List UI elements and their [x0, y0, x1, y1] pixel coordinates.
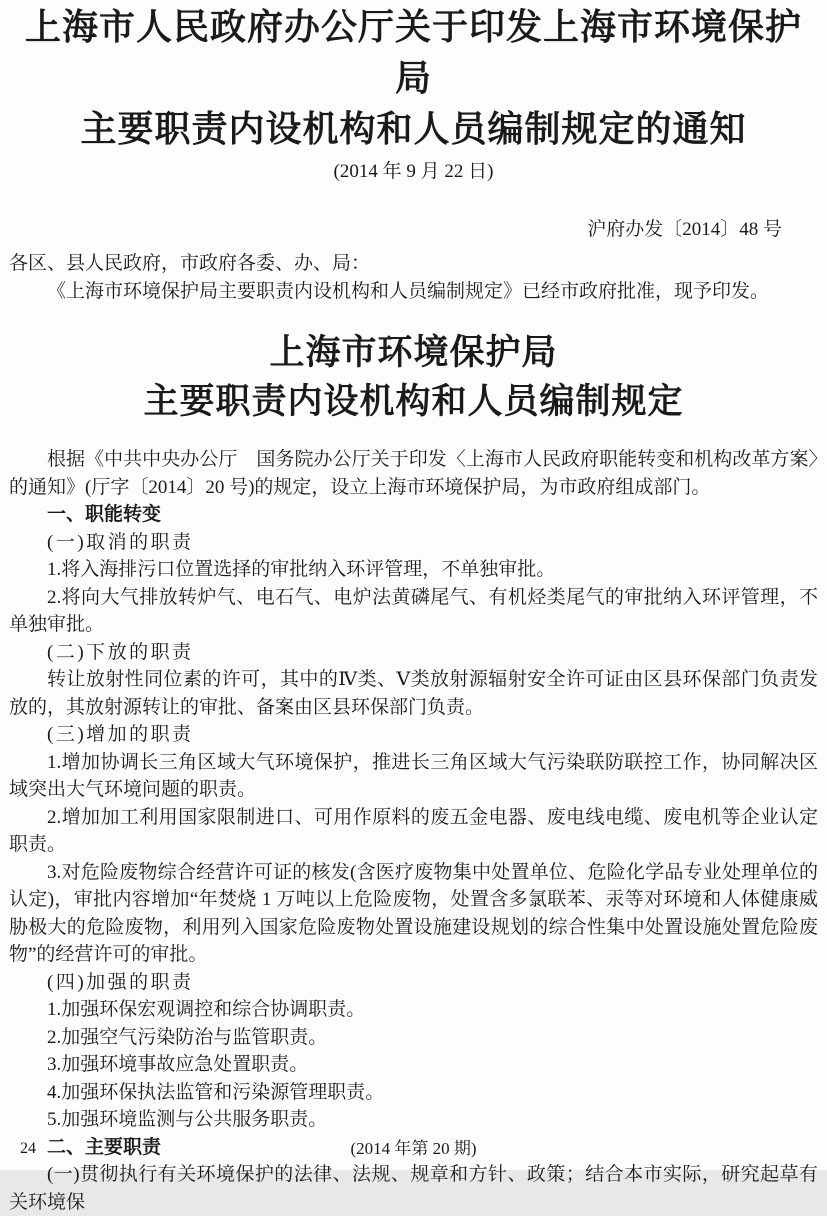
subsection-heading: (四)加强的职责 [47, 971, 194, 993]
document-number: 沪府办发〔2014〕48 号 [587, 219, 782, 240]
regulation-body [9, 446, 818, 1216]
paragraph: 4.加强环保执法监管和污染源管理职责。 [47, 1081, 385, 1103]
paragraph: 2.加强空气污染防治与监管职责。 [47, 1026, 328, 1048]
paragraph: 根据《中共中央办公厅 国务院办公厅关于印发〈上海市人民政府职能转变和机构改革方案〉的通知》(厅字〔2014〕20 号)的规定，设立上海市环境保护局，为市政府组成部门。 [9, 449, 818, 498]
paragraph: 1.加强环保宏观调控和综合协调职责。 [47, 999, 366, 1020]
paragraph: 2.将向大气排放转炉气、电石气、电炉法黄磷尾气、有机烃类尾气的审批纳入环评管理，不单独审批。 [9, 586, 818, 635]
notice-date: (2014 年 9 月 22 日) [333, 161, 494, 182]
paragraph: 5.加强环境监测与公共服务职责。 [47, 1109, 328, 1130]
subsection-heading: (三)增加的职责 [47, 724, 194, 745]
paragraph: 3.对危险废物综合经营许可证的核发(含医疗废物集中处置单位、危险化学品专业处理单位的认定)，审批内容增加“年焚烧 1 万吨以上危险废物，处置含多氯联苯、汞等对环境和人体健康威胁极大的危险废物，利用列入国家危险废物处置设施建设规划的综合性集中处置设施处置危险废物”的经营许可的审批。 [9, 861, 818, 965]
intro-paragraph: 《上海市环境保护局主要职责内设机构和人员编制规定》已经市政府批准，现予印发。 [47, 280, 770, 302]
notice-title-line2: 主要职责内设机构和人员编制规定的通知 [80, 109, 747, 149]
page-number: 24 [20, 1140, 36, 1157]
paragraph: 2.增加加工利用国家限制进口、可用作原料的废五金电器、废电线电缆、废电机等企业认定职责。 [9, 806, 818, 855]
section-heading: 一、职能转变 [47, 504, 162, 525]
subsection-heading: (二)下放的职责 [47, 641, 194, 663]
paragraph: 3.加强环境事故应急处置职责。 [47, 1054, 309, 1075]
paragraph: (一)贯彻执行有关环境保护的法律、法规、规章和方针、政策；结合本市实际，研究起草有关环境保 [9, 1164, 818, 1213]
notice-body [9, 250, 818, 305]
notice-title [9, 0, 818, 155]
subsection-heading: (一)取消的职责 [47, 531, 194, 553]
issue-label: (2014 年第 20 期) [350, 1139, 477, 1158]
paragraph: 1.增加协调长三角区域大气环境保护，推进长三角区域大气污染联防联控工作，协同解决区域突出大气环境问题的职责。 [9, 751, 818, 800]
page-footer [0, 1138, 827, 1160]
regulation-title-line1: 上海市环境保护局 [269, 333, 558, 372]
notice-title-line1: 上海市人民政府办公厅关于印发上海市环境保护局 [24, 7, 802, 98]
paragraph: 转让放射性同位素的许可，其中的Ⅳ类、Ⅴ类放射源辐射安全许可证由区县环保部门负责发放的，其放射源转让的审批、备案由区县环保部门负责。 [9, 669, 818, 718]
salutation: 各区、县人民政府，市政府各委、办、局： [9, 253, 371, 274]
section-heading: 二、主要职责 [47, 1136, 162, 1158]
regulation-title-line2: 主要职责内设机构和人员编制规定 [143, 382, 684, 421]
paragraph: 1.将入海排污口位置选择的审批纳入环评管理，不单独审批。 [47, 559, 556, 580]
regulation-title [9, 328, 818, 426]
